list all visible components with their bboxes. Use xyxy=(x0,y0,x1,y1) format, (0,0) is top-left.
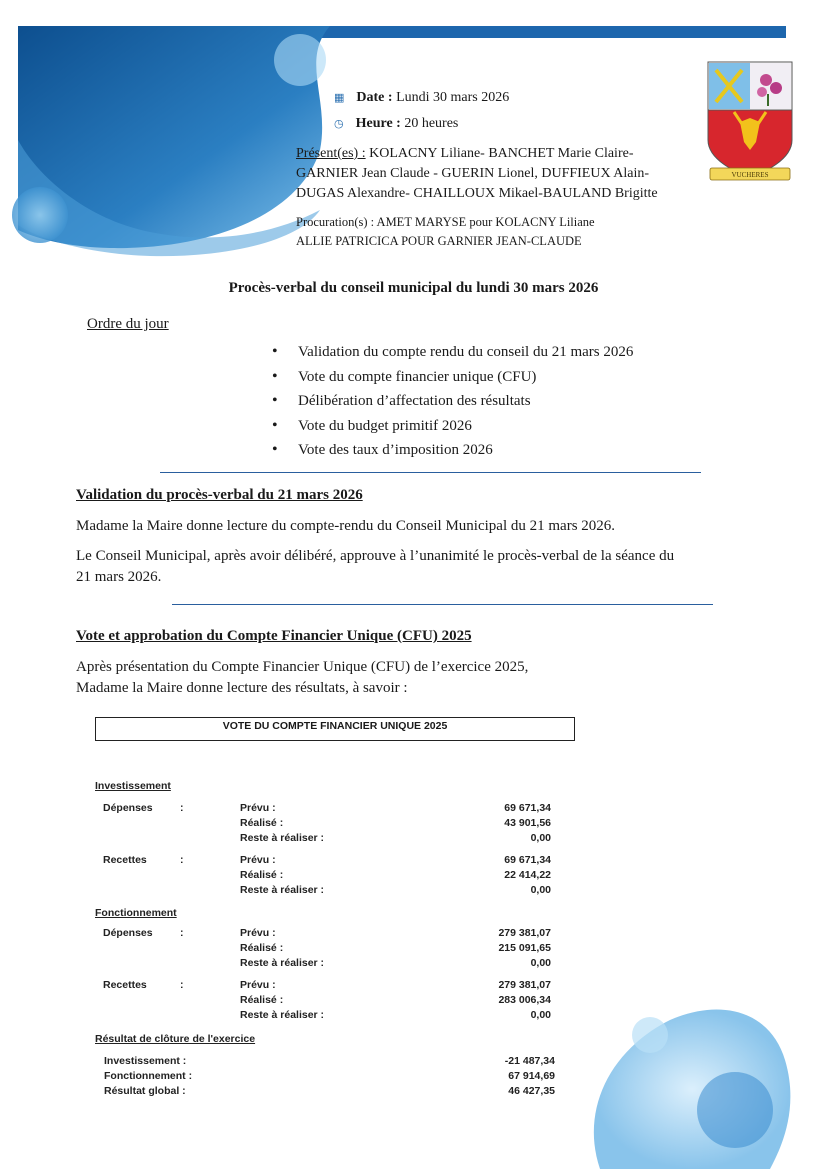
present-label: Présent(es) : xyxy=(296,146,366,161)
proxies xyxy=(296,213,676,251)
agenda-heading: Ordre du jour xyxy=(87,316,169,332)
divider xyxy=(160,472,701,473)
date-value: Lundi 30 mars 2026 xyxy=(396,90,510,105)
page-title: Procès-verbal du conseil municipal du lundi 30 mars 2026 xyxy=(228,280,599,296)
crest-motto: VUCHERES xyxy=(731,171,769,179)
divider xyxy=(172,604,713,605)
attendees xyxy=(296,144,696,204)
agenda-item: • Délibération d’affectation des résultats xyxy=(270,389,633,414)
realise-label: Réalisé : xyxy=(240,942,284,954)
fonc-depenses-label: Dépenses xyxy=(103,927,153,939)
realise-label: Réalisé : xyxy=(240,869,284,881)
section1-paragraph-1: Madame la Maire donne lecture du compte-rendu du Conseil Municipal du 21 mars 2026. xyxy=(76,518,616,534)
colon: : xyxy=(180,854,184,866)
present-line-1: KOLACNY Liliane- BANCHET Marie Claire- xyxy=(369,146,634,161)
resultat-fonctionnement-label: Fonctionnement : xyxy=(104,1070,193,1082)
prevu-label: Prévu : xyxy=(240,979,276,991)
reste-label: Reste à réaliser : xyxy=(240,884,325,896)
date-label: Date : xyxy=(356,90,393,105)
prevu-label: Prévu : xyxy=(240,802,276,814)
resultat-global-value: 46 427,35 xyxy=(508,1085,555,1097)
agenda-item: • Vote du compte financier unique (CFU) xyxy=(270,365,633,390)
resultat-fonctionnement-value: 67 914,69 xyxy=(508,1070,555,1082)
present-line-2: GARNIER Jean Claude - GUERIN Lionel, DUFFIEUX Alain- xyxy=(296,166,650,181)
agenda-item: • Validation du compte rendu du conseil du 21 mars 2026 xyxy=(270,340,633,365)
colon: : xyxy=(180,802,184,814)
cfu-vote-box-title: VOTE DU COMPTE FINANCIER UNIQUE 2025 xyxy=(95,717,575,741)
agenda-item: • Vote du budget primitif 2026 xyxy=(270,414,633,439)
inv-depenses-realise: 43 901,56 xyxy=(504,817,551,829)
colon: : xyxy=(180,927,184,939)
inv-recettes-prevu: 69 671,34 xyxy=(504,854,551,866)
prevu-label: Prévu : xyxy=(240,927,276,939)
reste-label: Reste à réaliser : xyxy=(240,832,325,844)
fonc-recettes-reste: 0,00 xyxy=(530,1009,551,1021)
time-value: 20 heures xyxy=(404,116,459,131)
fonc-recettes-prevu: 279 381,07 xyxy=(498,979,551,991)
footer-decoration xyxy=(540,990,827,1169)
inv-recettes-realise: 22 414,22 xyxy=(504,869,551,881)
inv-recettes-reste: 0,00 xyxy=(530,884,551,896)
fonc-depenses-reste: 0,00 xyxy=(530,957,551,969)
procuration-line-2: ALLIE PATRICICA POUR GARNIER JEAN-CLAUDE xyxy=(296,234,582,248)
municipal-crest-logo xyxy=(704,60,796,185)
colon: : xyxy=(180,979,184,991)
resultat-heading: Résultat de clôture de l'exercice xyxy=(95,1033,256,1045)
calendar-icon: ▦ xyxy=(334,91,345,104)
inv-recettes-label: Recettes xyxy=(103,854,147,866)
reste-label: Reste à réaliser : xyxy=(240,1009,325,1021)
inv-depenses-prevu: 69 671,34 xyxy=(504,802,551,814)
section1-paragraph-2-line-1: Le Conseil Municipal, après avoir délibéré, approuve à l’unanimité le procès-verbal de la séance du xyxy=(76,548,675,564)
date-line xyxy=(334,88,509,108)
resultat-global-label: Résultat global : xyxy=(104,1085,186,1097)
fonc-recettes-label: Recettes xyxy=(103,979,147,991)
agenda-list xyxy=(270,340,633,463)
resultat-investissement-label: Investissement : xyxy=(104,1055,187,1067)
fonc-recettes-realise: 283 006,34 xyxy=(498,994,551,1006)
inv-depenses-label: Dépenses xyxy=(103,802,153,814)
agenda-item: • Vote des taux d’imposition 2026 xyxy=(270,438,633,463)
fonctionnement-heading: Fonctionnement xyxy=(95,907,177,919)
section1-paragraph-2-line-2: 21 mars 2026. xyxy=(76,569,162,585)
prevu-label: Prévu : xyxy=(240,854,276,866)
time-label: Heure : xyxy=(355,116,401,131)
section-title-validation: Validation du procès-verbal du 21 mars 2026 xyxy=(76,487,363,503)
present-line-3: DUGAS Alexandre- CHAILLOUX Mikael-BAULAND Brigitte xyxy=(296,186,658,201)
fonc-depenses-prevu: 279 381,07 xyxy=(498,927,551,939)
time-line xyxy=(334,114,458,134)
section-title-cfu: Vote et approbation du Compte Financier Unique (CFU) 2025 xyxy=(76,628,472,644)
resultat-investissement-value: -21 487,34 xyxy=(504,1055,555,1067)
procuration-line-1: Procuration(s) : AMET MARYSE pour KOLACNY Liliane xyxy=(296,215,595,229)
realise-label: Réalisé : xyxy=(240,817,284,829)
realise-label: Réalisé : xyxy=(240,994,284,1006)
investissement-heading: Investissement xyxy=(95,780,171,792)
section2-intro-line-2: Madame la Maire donne lecture des résultats, à savoir : xyxy=(76,680,408,696)
inv-depenses-reste: 0,00 xyxy=(530,832,551,844)
clock-icon: ◷ xyxy=(334,117,344,130)
section2-intro-line-1: Après présentation du Compte Financier Unique (CFU) de l’exercice 2025, xyxy=(76,659,529,675)
reste-label: Reste à réaliser : xyxy=(240,957,325,969)
fonc-depenses-realise: 215 091,65 xyxy=(498,942,551,954)
section2-intro xyxy=(76,657,756,699)
section1-paragraph-2 xyxy=(76,546,756,588)
